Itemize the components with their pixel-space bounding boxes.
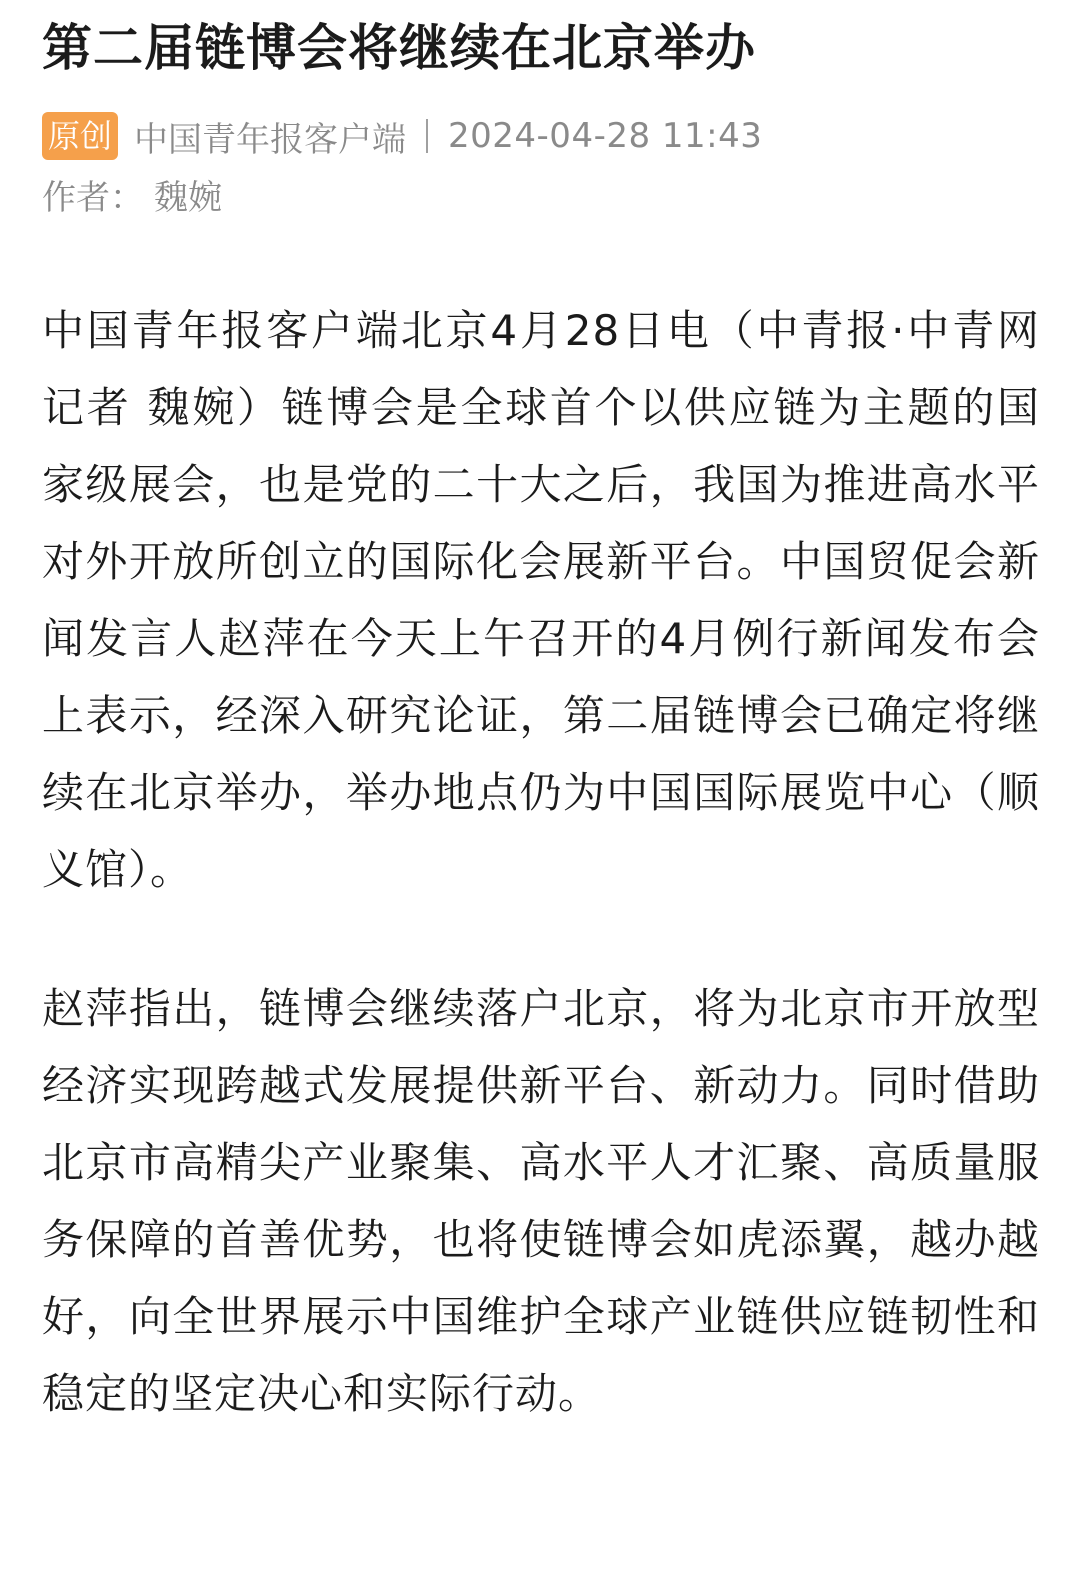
paragraph-2: 赵萍指出，链博会继续落户北京，将为北京市开放型经济实现跨越式发展提供新平台、新动力。同时借助北京市高精尖产业聚集、高水平人才汇聚、高质量服务保障的首善优势，也将使链博会如虎添翼，越办越好，向全世界展示中国维护全球产业链供应链韧性和稳定的坚定决心和实际行动。 [42,984,1040,1418]
author-label: 作者： [42,178,144,218]
author-name: 魏婉 [154,178,222,218]
original-badge: 原创 [42,112,118,160]
article-meta [42,112,1040,160]
source-name[interactable]: 中国青年报客户端 [134,119,407,160]
meta-divider [426,119,428,153]
article-title: 第二届链博会将继续在北京举办 [42,19,756,77]
author-line [42,174,1040,222]
publish-time: 2024-04-28 11:43 [448,116,763,156]
article-body [42,292,1040,1432]
paragraph-1: 中国青年报客户端北京4月28日电（中青报·中青网记者 魏婉）链博会是全球首个以供应链为主题的国家级展会，也是党的二十大之后，我国为推进高水平对外开放所创立的国际化会展新平台。中国贸促会新闻发言人赵萍在今天上午召开的4月例行新闻发布会上表示，经深入研究论证，第二届链博会已确定将继续在北京举办，举办地点仍为中国国际展览中心（顺义馆）。 [42,306,1040,894]
